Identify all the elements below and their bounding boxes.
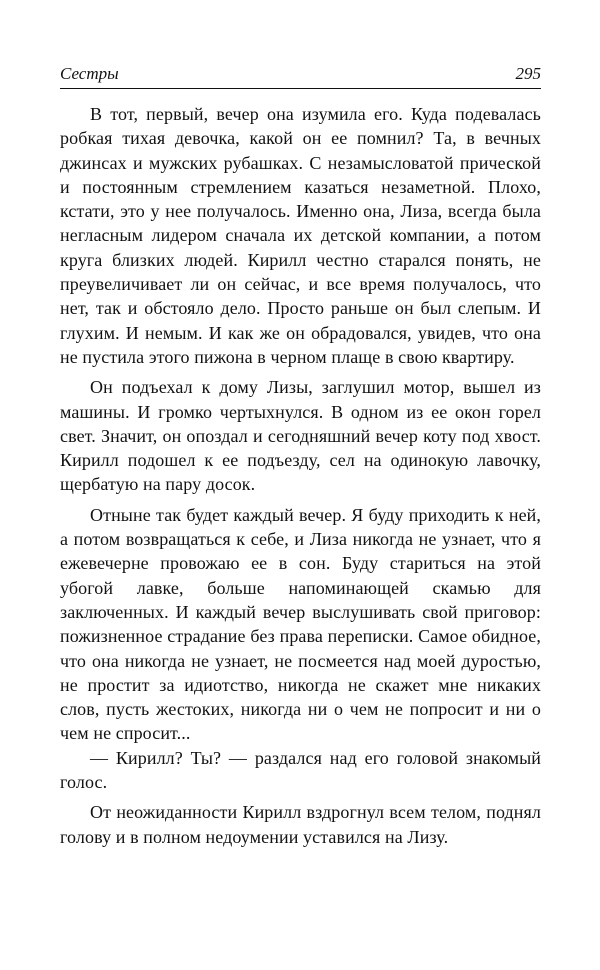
paragraph-5: От неожиданности Кирилл вздрогнул всем телом, поднял голову и в полном недоумении уставился на Лизу. <box>60 802 541 847</box>
paragraph-1: В тот, первый, вечер она изумила его. Куда подевалась робкая тихая девочка, какой он ее помнил? Та, в вечных джинсах и мужских рубашках. С незамысловатой прической и постоянным стремлением казаться незаметной. Плохо, кстати, это у нее получалось. Именно она, Лиза, всегда была негласным лидером сначала их детской компании, а потом круга близких людей. Кирилл честно старался понять, не преувеличивает ли он сейчас, и все время получалось, что нет, так и обстояло дело. Просто раньше он был слепым. И глухим. И немым. И как же он обрадовался, увидев, что она не пустила этого пижона в черном плаще в свою квартиру. <box>60 104 541 367</box>
paragraph-3: Отныне так будет каждый вечер. Я буду приходить к ней, а потом возвращаться к себе, и Лиза никогда не узнает, что я ежевечерне провожаю ее в сон. Буду стариться на этой убогой лавке, больше напоминающей скамью для заключенных. И каждый вечер выслушивать свой приговор: пожизненное страдание без права переписки. Самое обидное, что она никогда не узнает, не посмеется над моей дуростью, не простит за идиотство, никогда не скажет мне никаких слов, пусть жестоких, никогда ни о чем не попросит и ни о чем не спросит... <box>60 504 541 744</box>
body-text <box>60 102 541 849</box>
paragraph-2: Он подъехал к дому Лизы, заглушил мотор, вышел из машины. И громко чертыхнулся. В одном из ее окон горел свет. Значит, он опоздал и сегодняшний вечер коту под хвост. Кирилл подошел к ее подъезду, сел на одинокую лавочку, щербатую на пару досок. <box>60 377 541 495</box>
running-title: Сестры <box>60 64 119 83</box>
book-page <box>60 62 541 847</box>
paragraph-4-dialogue: — Кирилл? Ты? — раздался над его головой знакомый голос. <box>60 747 541 793</box>
running-head <box>60 62 541 86</box>
header-rule <box>60 88 541 89</box>
page-number: 295 <box>515 64 541 83</box>
